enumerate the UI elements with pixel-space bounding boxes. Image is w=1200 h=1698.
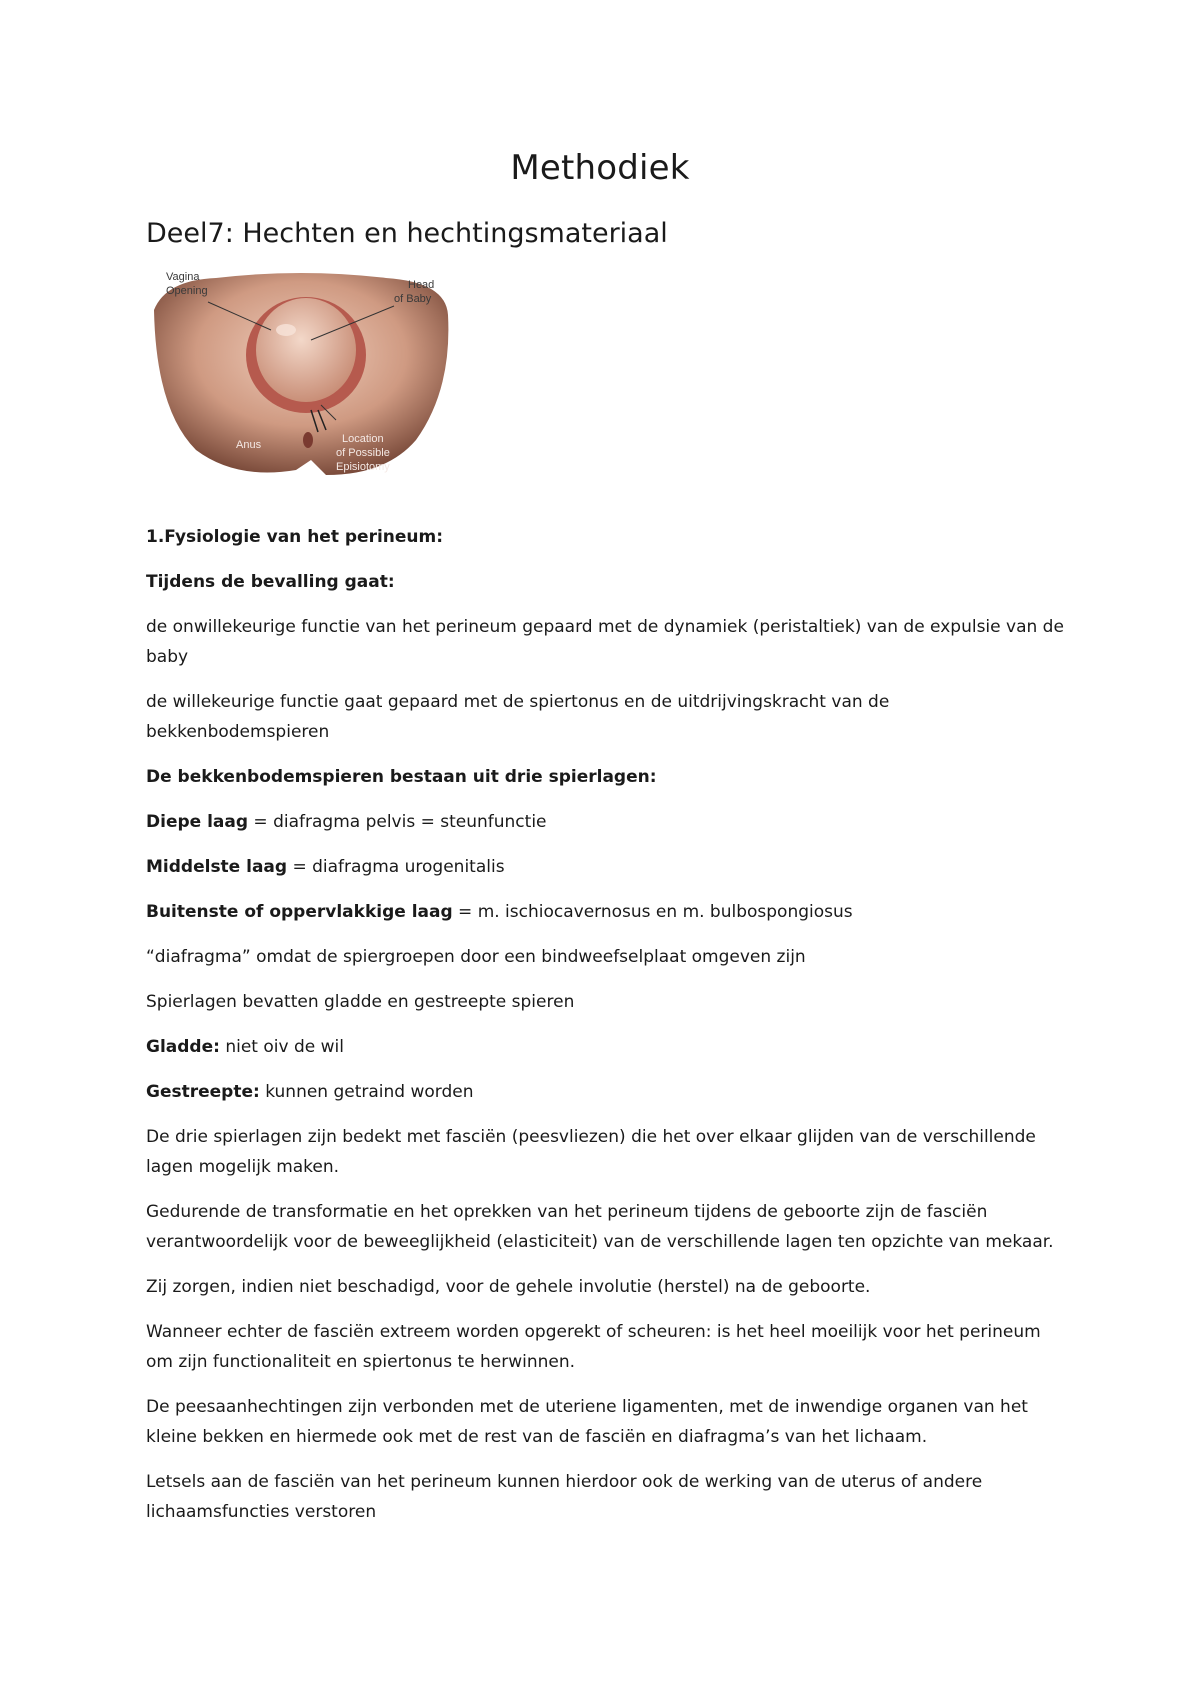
anus — [303, 432, 313, 448]
definition-label: Gladde: — [146, 1037, 220, 1057]
layer-label: Buitenste of oppervlakkige laag — [146, 902, 453, 922]
layer-description: = diafragma urogenitalis — [287, 857, 505, 877]
definition-item — [146, 1077, 1066, 1107]
label-of-possible: of Possible — [336, 447, 390, 459]
section-heading-fysiologie — [146, 522, 1066, 552]
paragraph: de onwillekeurige functie van het perineum gepaard met de dynamiek (peristaltiek) van de expulsie van de baby — [146, 617, 1064, 667]
heading-text: De bekkenbodemspieren bestaan uit drie spierlagen: — [146, 767, 657, 787]
layer-description: = m. ischiocavernosus en m. bulbospongiosus — [452, 902, 853, 922]
section-subtitle: Deel7: Hechten en hechtingsmateriaal — [146, 218, 668, 249]
label-head: Head — [408, 279, 435, 291]
definition-label: Gestreepte: — [146, 1082, 260, 1102]
label-episiotomy: Episiotomy — [336, 461, 390, 473]
label-location: Location — [342, 433, 384, 445]
layer-item — [146, 897, 1066, 927]
paragraph: Gedurende de transformatie en het oprekken van het perineum tijdens de geboorte zijn de fasciën verantwoordelijk voor de beweeglijkheid (elasticiteit) van de verschillende lagen ten opzichte van mekaar. — [146, 1202, 1054, 1252]
paragraph: Wanneer echter de fasciën extreem worden opgerekt of scheuren: is het heel moeilijk voor het perineum om zijn functionaliteit en spiertonus te herwinnen. — [146, 1322, 1041, 1372]
label-opening: Opening — [166, 285, 208, 297]
heading-text: Tijdens de bevalling gaat: — [146, 572, 395, 592]
definition-text: niet oiv de wil — [219, 1037, 344, 1057]
definition-text: kunnen getraind worden — [259, 1082, 474, 1102]
label-vagina: Vagina — [166, 271, 200, 283]
definition-item — [146, 1032, 1066, 1062]
label-anus: Anus — [236, 439, 262, 451]
paragraph: De peesaanhechtingen zijn verbonden met de uteriene ligamenten, met de inwendige organen van het kleine bekken en hiermede ook met de rest van de fasciën en diafragma’s van het lichaam. — [146, 1397, 1028, 1447]
layer-label: Diepe laag — [146, 812, 249, 832]
layer-description: = diafragma pelvis = steunfunctie — [248, 812, 547, 832]
section-heading-bevalling — [146, 567, 1066, 597]
document-body — [146, 522, 1066, 1542]
document-title: Methodiek — [510, 148, 690, 188]
paragraph: de willekeurige functie gaat gepaard met de spiertonus en de uitdrijvingskracht van de bekkenbodemspieren — [146, 692, 890, 742]
paragraph: Letsels aan de fasciën van het perineum kunnen hierdoor ook de werking van de uterus of andere lichaamsfuncties verstoren — [146, 1472, 983, 1522]
episiotomy-diagram — [146, 270, 456, 490]
label-of-baby: of Baby — [394, 293, 432, 305]
section-heading-spierlagen — [146, 762, 1066, 792]
paragraph: “diafragma” omdat de spiergroepen door een bindweefselplaat omgeven zijn — [146, 947, 806, 967]
episiotomy-illustration — [146, 270, 456, 490]
baby-head — [256, 298, 356, 402]
layer-label: Middelste laag — [146, 857, 288, 877]
paragraph: Spierlagen bevatten gladde en gestreepte spieren — [146, 992, 575, 1012]
paragraph: De drie spierlagen zijn bedekt met fasciën (peesvliezen) die het over elkaar glijden van de verschillende lagen mogelijk maken. — [146, 1127, 1036, 1177]
heading-text: 1.Fysiologie van het perineum: — [146, 527, 444, 547]
layer-item — [146, 852, 1066, 882]
layer-item — [146, 807, 1066, 837]
paragraph: Zij zorgen, indien niet beschadigd, voor de gehele involutie (herstel) na de geboorte. — [146, 1277, 871, 1297]
